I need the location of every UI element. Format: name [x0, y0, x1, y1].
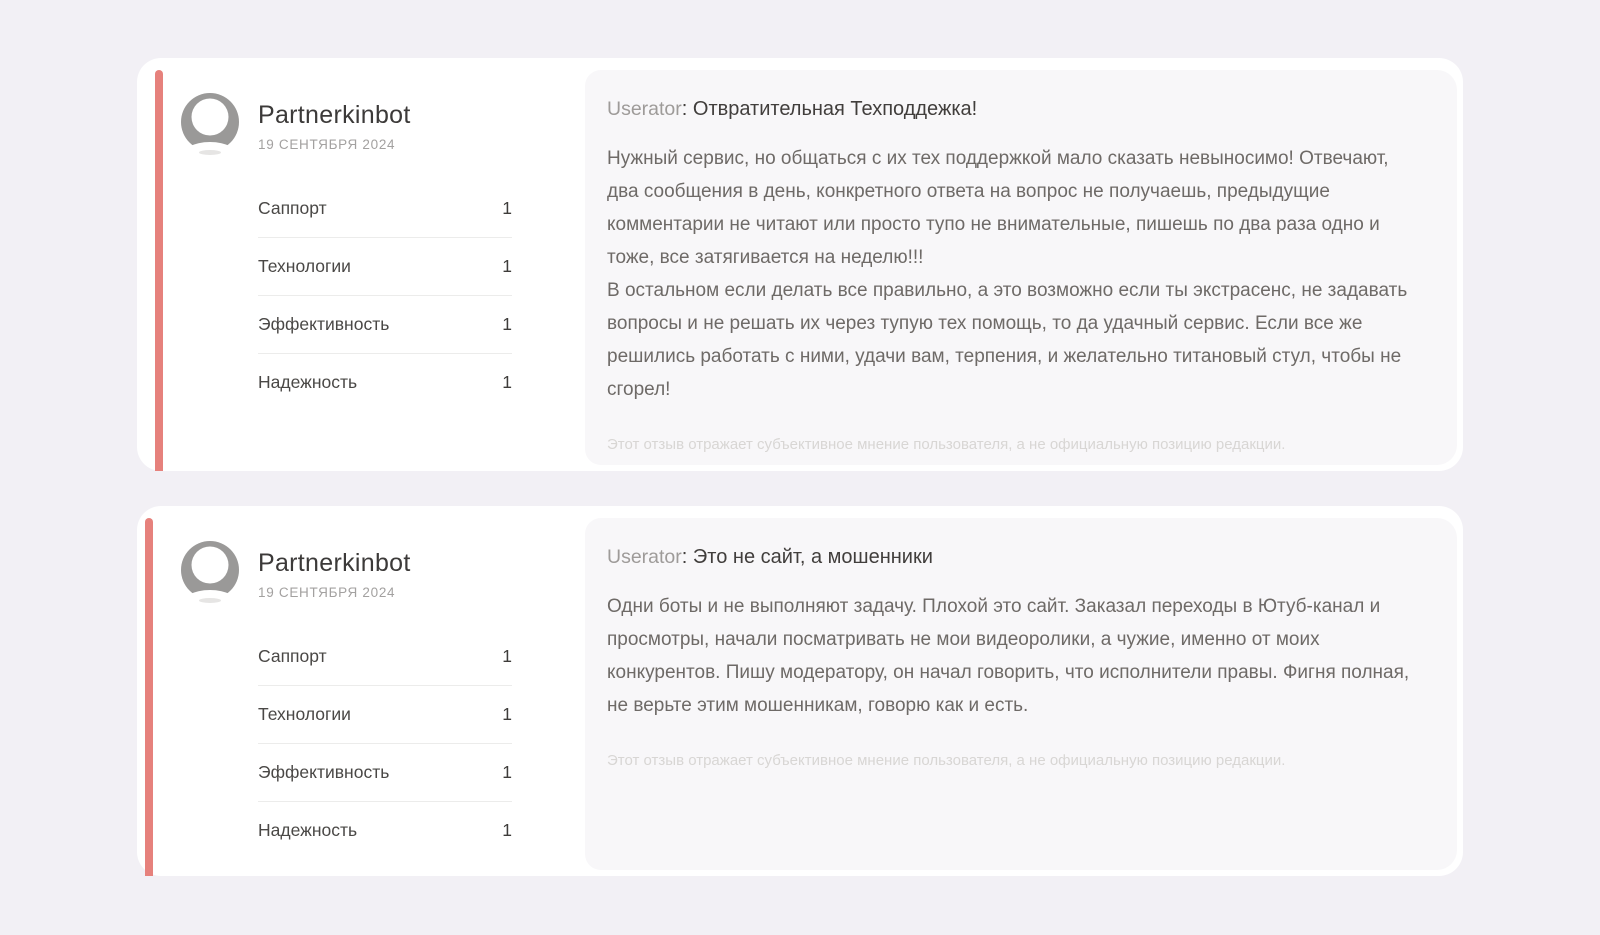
rating-row [258, 354, 512, 411]
review-body [607, 142, 1412, 406]
rating-label: Эффективность [258, 762, 390, 782]
rating-value: 1 [502, 198, 512, 218]
service-name-link[interactable]: Userator [607, 546, 682, 568]
rating-label: Технологии [258, 704, 351, 724]
disclaimer: Этот отзыв отражает субъективное мнение пользователя, а не официальную позицию редакции. [607, 436, 1286, 454]
disclaimer: Этот отзыв отражает субъективное мнение пользователя, а не официальную позицию редакции. [607, 752, 1286, 770]
review-title: Отвратительная Техподдежка! [692, 98, 978, 120]
rating-value: 1 [502, 762, 512, 782]
review-date: 19 СЕНТЯБРЯ 2024 [258, 137, 396, 152]
ratings-list [258, 628, 512, 859]
review-title-line [607, 544, 1417, 570]
rating-value: 1 [502, 704, 512, 724]
rating-label: Саппорт [258, 646, 327, 666]
rating-value: 1 [502, 820, 512, 840]
rating-label: Надежность [258, 372, 358, 392]
rating-row [258, 686, 512, 744]
rating-label: Эффективность [258, 314, 390, 334]
review-content [585, 518, 1457, 870]
rating-row [258, 628, 512, 686]
service-name-link[interactable]: Userator [607, 98, 682, 120]
title-separator: : [681, 546, 693, 568]
author-name: Partnerkinbot [258, 101, 411, 129]
avatar [178, 92, 242, 156]
review-paragraph: Одни боты и не выполняют задачу. Плохой это сайт. Заказал переходы в Ютуб-канал и просмотры, начали посматривать не мои видеоролики, а чужие, именно от моих конкурентов. Пишу модератору, он начал говорить, что исполнители правы. Фигня полная, не верьте этим мошенникам, говорю как и есть. [607, 596, 1410, 717]
ratings-list [258, 180, 512, 411]
review-card [137, 58, 1463, 471]
author-name: Partnerkinbot [258, 549, 411, 577]
review-body [607, 590, 1412, 722]
avatar [178, 540, 242, 604]
rating-label: Технологии [258, 256, 351, 276]
review-meta-column [137, 58, 585, 471]
review-paragraph: Нужный сервис, но общаться с их тех поддержкой мало сказать невыносимо! Отвечают, два сообщения в день, конкретного ответа на вопрос не получаешь, предыдущие комментарии не читают или просто тупо не внимательные, пишешь по два раза одно и тоже, все затягивается на неделю!!! [607, 148, 1389, 269]
rating-row [258, 180, 512, 238]
person-icon [178, 92, 242, 156]
rating-value: 1 [502, 256, 512, 276]
rating-row [258, 238, 512, 296]
review-title: Это не сайт, а мошенники [692, 546, 933, 568]
rating-label: Надежность [258, 820, 358, 840]
rating-value: 1 [502, 372, 512, 392]
title-separator: : [681, 98, 693, 120]
review-paragraph: В остальном если делать все правильно, а это возможно если ты экстрасенс, не задавать вопросы и не решать их через тупую тех помощь, то да удачный сервис. Если все же решились работать с ними, удачи вам, терпения, и желательно титановый стул, чтобы не сгорел! [607, 280, 1408, 401]
review-date: 19 СЕНТЯБРЯ 2024 [258, 585, 396, 600]
rating-row [258, 802, 512, 859]
rating-row [258, 296, 512, 354]
review-title-line [607, 96, 1417, 122]
author-header [178, 540, 585, 604]
person-icon [178, 540, 242, 604]
review-meta-column [137, 506, 585, 876]
rating-label: Саппорт [258, 198, 327, 218]
rating-value: 1 [502, 646, 512, 666]
rating-row [258, 744, 512, 802]
review-card [137, 506, 1463, 876]
rating-value: 1 [502, 314, 512, 334]
author-header [178, 92, 585, 156]
review-content [585, 70, 1457, 465]
